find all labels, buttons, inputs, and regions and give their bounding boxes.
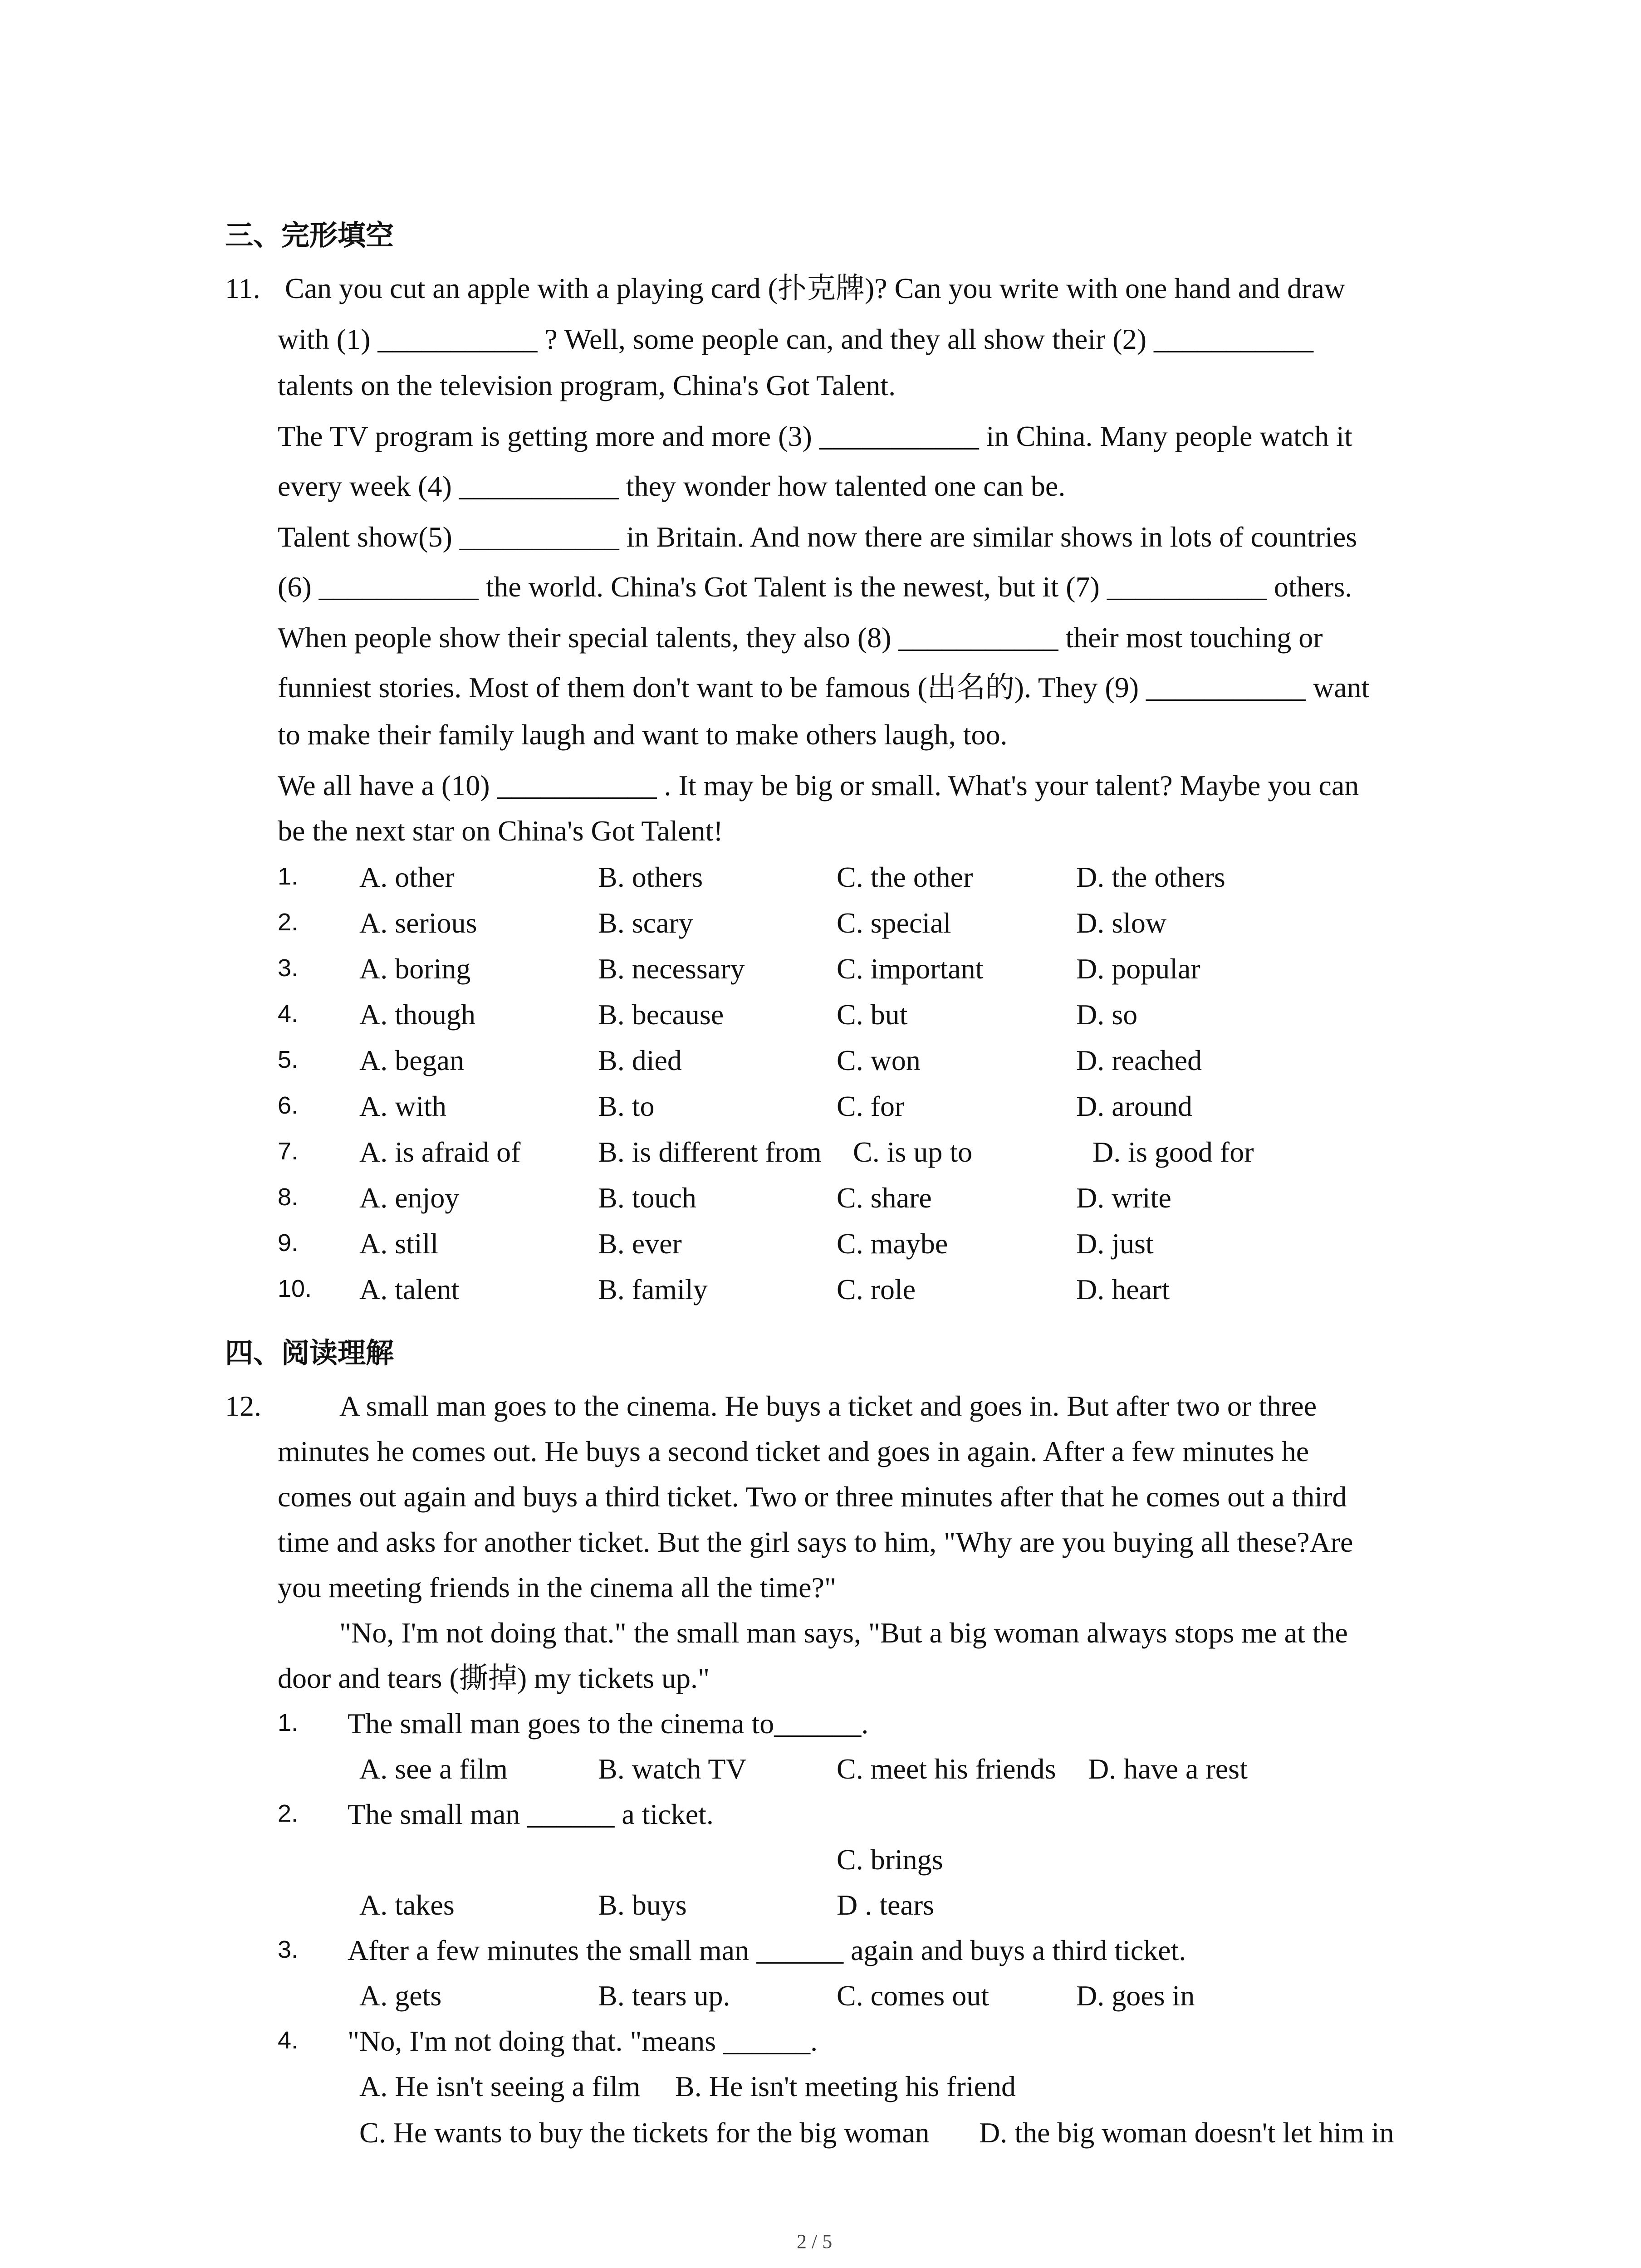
passage-line: every week (4) ___________ they wonder how talented one can be. — [278, 470, 1066, 502]
option-number: 6. — [278, 1092, 299, 1119]
option-d: D. goes in — [1076, 1980, 1195, 2012]
passage-line: We all have a (10) ___________ . It may be big or small. What's your talent? Maybe you can — [278, 769, 1359, 802]
option-b: B. died — [598, 1044, 682, 1076]
option-b: B. to — [598, 1090, 655, 1122]
page-number: 2 / 5 — [797, 2230, 833, 2253]
section-heading-reading: 四、阅读理解 — [225, 1336, 394, 1369]
option-d: D. write — [1076, 1182, 1171, 1214]
option-number: 3. — [278, 954, 299, 982]
option-c: C. brings — [837, 1843, 943, 1876]
question-number: 11. — [225, 272, 260, 304]
option-d: D. so — [1076, 998, 1138, 1031]
option-a: A. see a film — [359, 1753, 508, 1785]
passage-line: time and asks for another ticket. But the girl says to him, "Why are you buying all these?Are — [278, 1526, 1353, 1558]
option-b: B. is different from — [598, 1136, 822, 1168]
option-d: D. slow — [1076, 907, 1167, 939]
question-sub-number: 4. — [278, 2027, 299, 2054]
option-a: A. boring — [359, 953, 471, 985]
passage-line: with (1) ___________ ? Well, some people can, and they all show their (2) ___________ — [278, 323, 1313, 355]
option-b: B. scary — [598, 907, 693, 939]
option-c: C. He wants to buy the tickets for the big woman — [359, 2116, 930, 2149]
passage-line: comes out again and buys a third ticket. Two or three minutes after that he comes out a third — [278, 1481, 1347, 1513]
option-number: 1. — [278, 863, 299, 890]
option-number: 10. — [278, 1275, 312, 1302]
passage-line: Talent show(5) ___________ in Britain. And now there are similar shows in lots of countries — [278, 521, 1357, 553]
question-stem: "No, I'm not doing that. "means ______. — [348, 2025, 818, 2057]
option-d: D . tears — [837, 1889, 935, 1921]
option-c: C. the other — [837, 861, 973, 893]
passage-line: The TV program is getting more and more (3) ___________ in China. Many people watch it — [278, 420, 1352, 452]
question-sub-number: 2. — [278, 1800, 299, 1827]
option-c: C. meet his friends — [837, 1753, 1056, 1785]
passage-line: door and tears (撕掉) my tickets up." — [278, 1662, 710, 1694]
option-d: D. around — [1076, 1090, 1192, 1122]
option-c: C. special — [837, 907, 951, 939]
option-number: 8. — [278, 1183, 299, 1211]
option-d: D. reached — [1076, 1044, 1202, 1076]
option-d: D. the others — [1076, 861, 1225, 893]
option-a: A. began — [359, 1044, 465, 1076]
option-c: C. role — [837, 1273, 916, 1305]
option-a: A. with — [359, 1090, 446, 1122]
option-number: 2. — [278, 909, 299, 936]
option-number: 9. — [278, 1229, 299, 1256]
option-c: C. is up to — [853, 1136, 973, 1168]
option-a: A. other — [359, 861, 455, 893]
option-d: D. the big woman doesn't let him in — [979, 2116, 1394, 2149]
question-sub-number: 3. — [278, 1936, 299, 1963]
passage-line: minutes he comes out. He buys a second ticket and goes in again. After a few minutes he — [278, 1435, 1309, 1467]
question-stem: The small man ______ a ticket. — [348, 1798, 714, 1830]
option-b: B. touch — [598, 1182, 696, 1214]
question-stem: The small man goes to the cinema to______. — [348, 1707, 869, 1740]
passage-line: When people show their special talents, they also (8) ___________ their most touching or — [278, 621, 1323, 654]
option-b: B. buys — [598, 1889, 687, 1921]
option-b: B. necessary — [598, 953, 745, 985]
option-a: A. enjoy — [359, 1182, 460, 1214]
passage-line: Can you cut an apple with a playing card (扑克牌)? Can you write with one hand and draw — [285, 272, 1346, 304]
option-d: D. heart — [1076, 1273, 1170, 1305]
option-a: A. though — [359, 998, 475, 1031]
passage-line: be the next star on China's Got Talent! — [278, 815, 723, 847]
option-number: 4. — [278, 1000, 299, 1027]
passage-line: you meeting friends in the cinema all the time?" — [278, 1571, 837, 1603]
option-b: B. He isn't meeting his friend — [675, 2070, 1016, 2102]
option-c: C. but — [837, 998, 908, 1031]
option-a: A. He isn't seeing a film — [359, 2070, 641, 2102]
option-b: B. others — [598, 861, 703, 893]
question-stem: After a few minutes the small man ______ again and buys a third ticket. — [348, 1934, 1186, 1966]
option-d: D. have a rest — [1088, 1753, 1248, 1785]
option-b: B. watch TV — [598, 1753, 747, 1785]
option-b: B. family — [598, 1273, 708, 1305]
option-d: D. is good for — [1092, 1136, 1254, 1168]
option-a: A. is afraid of — [359, 1136, 521, 1168]
passage-line: talents on the television program, China's Got Talent. — [278, 369, 896, 401]
option-a: A. serious — [359, 907, 477, 939]
option-a: A. still — [359, 1227, 439, 1260]
option-a: A. gets — [359, 1980, 442, 2012]
question-number: 12. — [225, 1390, 261, 1422]
option-c: C. for — [837, 1090, 905, 1122]
passage-line: funniest stories. Most of them don't want to be famous (出名的). They (9) ___________ want — [278, 671, 1370, 704]
passage-line: "No, I'm not doing that." the small man says, "But a big woman always stops me at the — [339, 1617, 1348, 1649]
option-number: 7. — [278, 1138, 299, 1165]
passage-line: to make their family laugh and want to make others laugh, too. — [278, 719, 1008, 751]
option-b: B. tears up. — [598, 1980, 730, 2012]
option-c: C. maybe — [837, 1227, 948, 1260]
passage-line: (6) ___________ the world. China's Got Talent is the newest, but it (7) ___________ others. — [278, 571, 1352, 603]
option-d: D. popular — [1076, 953, 1200, 985]
option-c: C. comes out — [837, 1980, 989, 2012]
question-sub-number: 1. — [278, 1709, 299, 1736]
option-b: B. ever — [598, 1227, 682, 1260]
passage-line: A small man goes to the cinema. He buys a ticket and goes in. But after two or three — [339, 1390, 1317, 1422]
option-c: C. important — [837, 953, 984, 985]
option-a: A. talent — [359, 1273, 460, 1305]
option-c: C. won — [837, 1044, 921, 1076]
section-heading-cloze: 三、完形填空 — [225, 219, 394, 252]
option-c: C. share — [837, 1182, 932, 1214]
option-d: D. just — [1076, 1227, 1154, 1260]
option-b: B. because — [598, 998, 724, 1031]
option-a: A. takes — [359, 1889, 455, 1921]
option-number: 5. — [278, 1046, 299, 1073]
